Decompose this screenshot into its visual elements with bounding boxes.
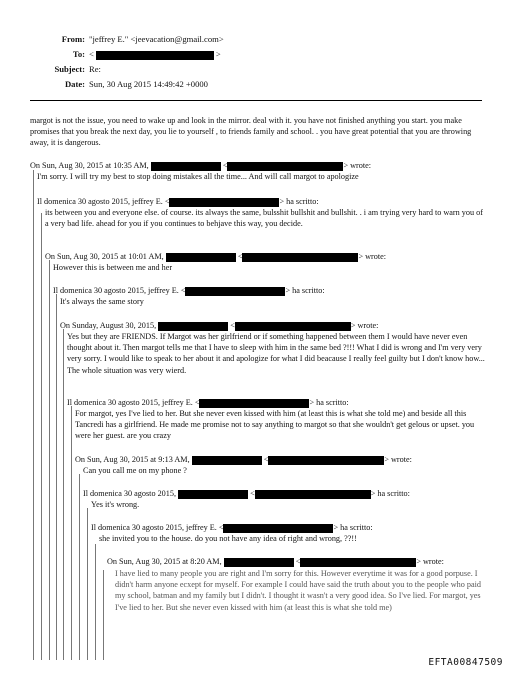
- quote-text: I'm sorry. I will try my best to stop doing mistakes all the time... And will call margot to apologize: [37, 172, 359, 181]
- quote-attribution: Il domenica 30 agosto 2015, jeffrey E. < > ha scritto:: [53, 286, 325, 295]
- date-label: Date:: [64, 79, 85, 89]
- quote-bar-6: [71, 406, 72, 660]
- quote-attribution: On Sun, Aug 30, 2015 at 9:13 AM, < > wrote:: [75, 455, 412, 464]
- redaction-bar: [166, 253, 236, 262]
- redaction-bar: [199, 399, 309, 408]
- quote-text: For margot, yes I've lied to her. But she never even kissed with him (at least this is what she told me) and beside all this Tancredi has a girlfriend. He made me promise not to say anything to margot so that she wouldn't get gelous or upset. you were her guest. are you crazy: [75, 409, 475, 441]
- quote-text: Yes but they are FRIENDS. If Margot was her girlfriend or if something happened between them I would have never even thought about it. Then margot tells me that I have to sleep with him in the same bed ?!!! What I did is wrong and I'm very very very sorry. I would like to speak to her about it and apologize for what I did beacause I really feel guilty but I don't know how... The whole situation was very wierd.: [67, 332, 485, 375]
- redaction-bar: [242, 253, 358, 262]
- redaction-bar: [255, 490, 371, 499]
- redaction-bar: [151, 162, 221, 171]
- redaction-bar: [300, 558, 416, 567]
- quote-bar-4: [56, 294, 57, 660]
- date-value: Sun, 30 Aug 2015 14:49:42 +0000: [89, 79, 208, 89]
- redaction-bar: [268, 456, 384, 465]
- redaction-bar: [227, 162, 343, 171]
- quote-text: However this is between me and her: [53, 263, 173, 272]
- message-body: margot is not the issue, you need to wake up and look in the mirror. deal with it. you have not finished anything you start. you make promises that you break the next day, you lie to yourself , to friends family and school. . you have great potential that you are throwing away, it is dangerous.: [30, 116, 472, 148]
- email-header: [32, 32, 224, 92]
- quote-bar-5: [63, 329, 64, 660]
- redaction-bar: [223, 524, 333, 533]
- quote-attribution: Il domenica 30 agosto 2015, jeffrey E. < > ha scritto:: [67, 398, 349, 407]
- quote-bar-3: [49, 260, 50, 660]
- quote-attribution: On Sun, Aug 30, 2015 at 10:35 AM, < > wrote:: [30, 161, 372, 170]
- quote-bar-10: [103, 570, 104, 660]
- quote-bar-9: [95, 544, 96, 660]
- quote-attribution: On Sun, Aug 30, 2015 at 10:01 AM, < > wrote:: [45, 252, 387, 261]
- header-divider: [30, 100, 482, 101]
- from-label: From:: [61, 34, 85, 44]
- quote-bar-1: [33, 170, 34, 660]
- quote-attribution: Il domenica 30 agosto 2015, < > ha scritto:: [83, 489, 410, 498]
- quote-attribution: Il domenica 30 agosto 2015, jeffrey E. < > ha scritto:: [37, 197, 319, 206]
- redaction-bar: [192, 456, 262, 465]
- quote-text: It's always the same story: [60, 297, 144, 306]
- to-value: < >: [89, 49, 221, 59]
- quote-bar-2: [41, 213, 42, 660]
- from-value: "jeffrey E." <jeevacation@gmail.com>: [89, 34, 224, 44]
- quote-text: its between you and everyone else. of course. its always the same, bulsshit bullshit and bullshit. . i am trying very hard to warn you of a very bad life. ahead for you if you continues to behjave this way, you decide.: [45, 208, 483, 229]
- quote-text: I have lied to many people you are right and I'm sorry for this. However everytime it was for a good porpuse. I didn't harm anyone ecxept for myself. For example I could have said the truth about you to the people who paid my school, batman and my family but I didn't. I thought it wasn't a very good idea. So I've lied. For margot, yes I've lied to her. But she never even kissed with him (at least this is what she told me): [115, 569, 481, 612]
- quote-bar-8: [87, 508, 88, 660]
- quote-bar-7: [79, 474, 80, 660]
- quote-text: Yes it's wrong.: [91, 500, 140, 509]
- document-id: EFTA00847509: [428, 657, 503, 668]
- quote-text: Can you call me on my phone ?: [83, 466, 187, 475]
- subject-label: Subject:: [54, 64, 85, 74]
- to-label: To:: [72, 49, 85, 59]
- quote-attribution: Il domenica 30 agosto 2015, jeffrey E. < > ha scritto:: [91, 523, 373, 532]
- redaction-bar: [158, 322, 228, 331]
- subject-value: Re:: [89, 64, 101, 74]
- quote-attribution: On Sunday, August 30, 2015, < > wrote:: [60, 321, 379, 330]
- redaction-bar: [178, 490, 248, 499]
- redaction-bar: [169, 198, 279, 207]
- quote-text: she invited you to the house. do you not have any idea of right and wrong, ??!!: [99, 534, 357, 543]
- redaction-bar: [185, 287, 285, 296]
- quote-attribution: On Sun, Aug 30, 2015 at 8:20 AM, < > wrote:: [107, 557, 444, 566]
- redaction-bar: [96, 51, 214, 60]
- redaction-bar: [224, 558, 294, 567]
- redaction-bar: [235, 322, 351, 331]
